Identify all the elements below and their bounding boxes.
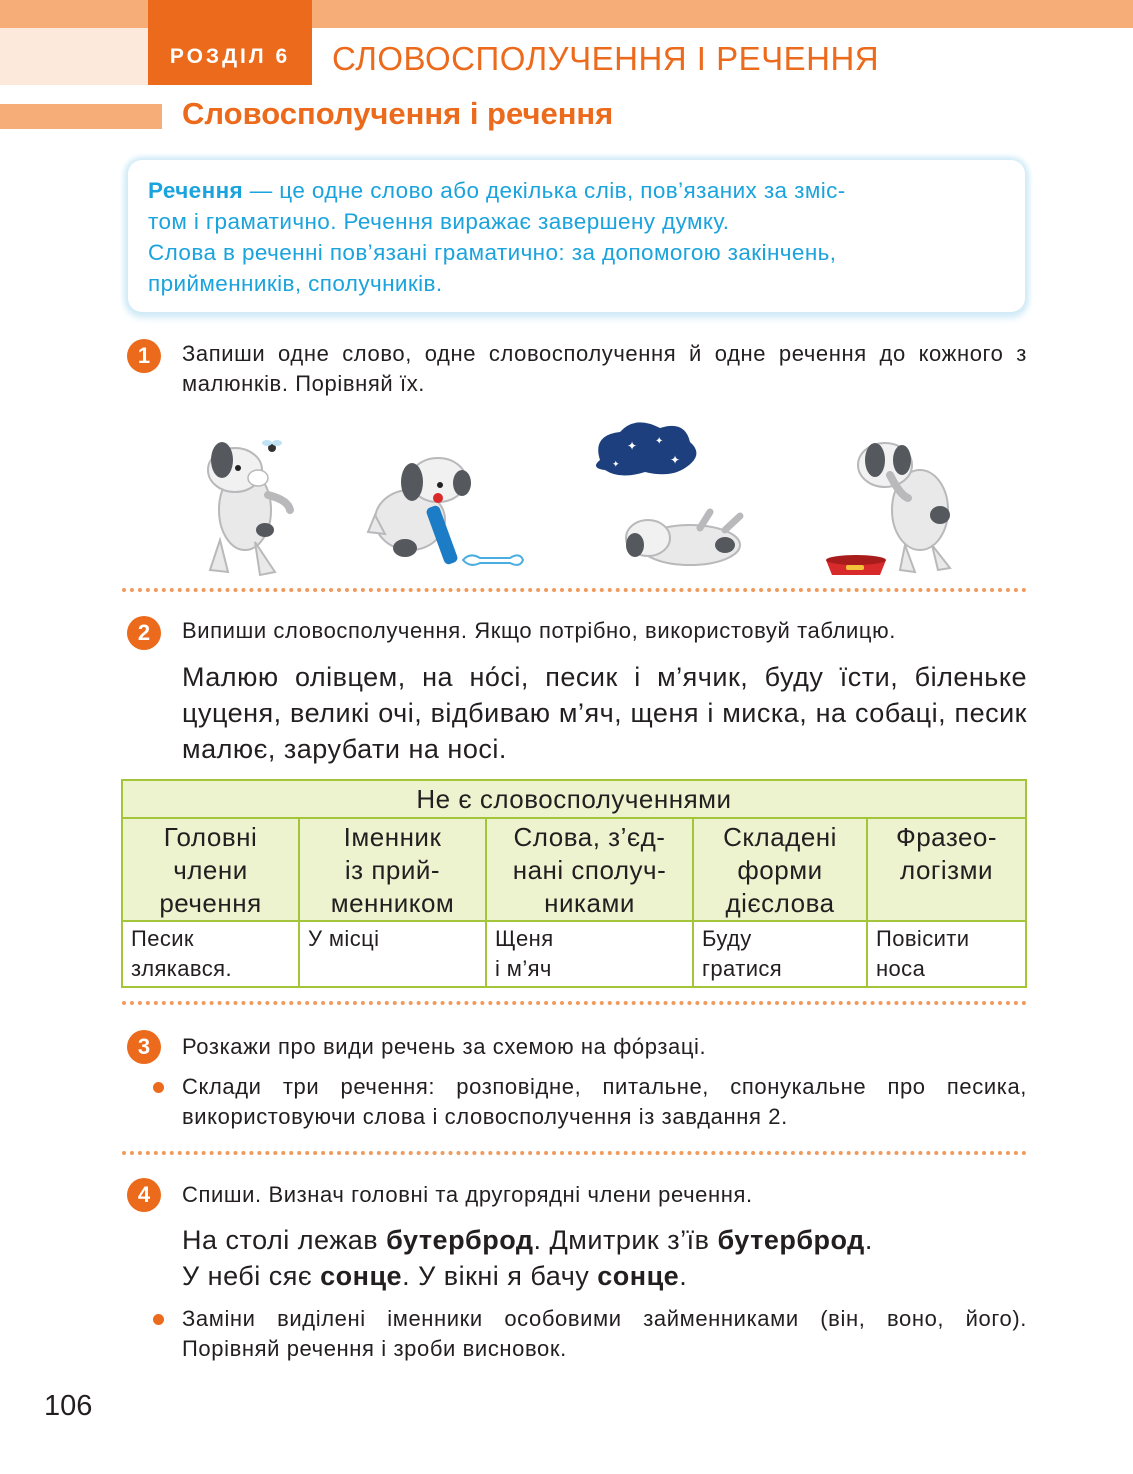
- table-cell: Буду гратися: [693, 921, 867, 987]
- svg-text:✦: ✦: [655, 436, 664, 447]
- dog-drawing-illustration: [368, 458, 523, 566]
- task-3-text: Розкажи про види речень за схемою на фо́рзаці.: [182, 1034, 707, 1059]
- task-1-badge: 1: [127, 339, 161, 373]
- sleeping-dog-illustration: [596, 422, 740, 565]
- table-header-2: Іменник із прий- менником: [299, 818, 486, 921]
- highlighted-noun: сонце: [320, 1261, 403, 1291]
- section-divider: [122, 588, 1027, 592]
- task-3-badge: 3: [127, 1030, 161, 1064]
- rule-line-3: Слова в реченні пов’язані граматично: за допомогою закінчень,: [148, 240, 837, 265]
- header-left-strip: [0, 28, 148, 85]
- lesson-title-bar: [0, 104, 162, 129]
- task-4-badge: 4: [127, 1178, 161, 1212]
- table-header-3: Слова, з’єд- нані сполуч- никами: [486, 818, 693, 921]
- task-4-text: Спиши. Визнач головні та другорядні члени речення.: [182, 1182, 753, 1207]
- bullet-marker: [153, 1082, 164, 1093]
- rule-line-4: прийменників, сполучників.: [148, 271, 443, 296]
- dog-with-fly-illustration: [208, 440, 290, 575]
- table-cell: Повісити носа: [867, 921, 1026, 987]
- rule-term: Речення: [148, 178, 244, 203]
- table-header-4: Складені форми дієслова: [693, 818, 867, 921]
- task-4-bullet-text: Заміни виділені іменники особовими займенниками (він, воно, його). Порівняй речення і зроби висновок.: [182, 1306, 1027, 1361]
- table-cell: Щеня і м’яч: [486, 921, 693, 987]
- svg-text:✦: ✦: [612, 460, 620, 470]
- table-header-1: Головні члени речення: [122, 818, 299, 921]
- task-4-sentences: [182, 1222, 1027, 1294]
- task-4-sentence-line-2: У небі сяє сонце. У вікні я бачу сонце.: [182, 1261, 688, 1291]
- task-3-bullet-text: Склади три речення: розповідне, питальне, спонукальне про песика, використовуючи слова і словосполучення із завдання 2.: [182, 1074, 1027, 1129]
- chapter-title: СЛОВОСПОЛУЧЕННЯ І РЕЧЕННЯ: [332, 40, 880, 77]
- highlighted-noun: сонце: [597, 1261, 680, 1291]
- rule-line-1: Речення — це одне слово або декілька слів, пов’язаних за зміс-: [148, 178, 846, 203]
- table-cell: Песик злякався.: [122, 921, 299, 987]
- highlighted-noun: бутерброд: [386, 1225, 534, 1255]
- svg-text:✦: ✦: [627, 439, 638, 453]
- lesson-title: Словосполучення і речення: [182, 96, 614, 131]
- task-2-text: Випиши словосполучення. Якщо потрібно, використовуй таблицю.: [182, 618, 896, 643]
- grammar-table: [121, 779, 1027, 988]
- highlighted-noun: бутерброд: [717, 1225, 865, 1255]
- table-caption: Не є словосполученнями: [122, 780, 1026, 818]
- table-header-5: Фразео- логізми: [867, 818, 1026, 921]
- task-2-badge: 2: [127, 616, 161, 650]
- task-4-sentence-line-1: На столі лежав бутерброд. Дмитрик з’їв бутерброд.: [182, 1225, 873, 1255]
- task-1-text: Запиши одне слово, одне словосполучення й одне речення до кожного з малюнків. Порівняй їх.: [182, 341, 1027, 396]
- table-cell: У місці: [299, 921, 486, 987]
- rule-box: [128, 160, 1025, 312]
- task-2-phrases: Малюю олівцем, на но́сі, песик і м’ячик, буду їсти, біленьке цуценя, великі очі, відбиваю м’яч, щеня і миска, на собаці, песик малює, зарубати на носі.: [182, 662, 1027, 764]
- page-number: 106: [44, 1390, 93, 1422]
- dog-illustrations: [180, 420, 1030, 585]
- section-divider: [122, 1151, 1027, 1155]
- chapter-label: РОЗДІЛ 6: [148, 0, 312, 85]
- dog-with-bowl-illustration: [826, 443, 950, 575]
- rule-line-2: том і граматично. Речення виражає завершену думку.: [148, 209, 730, 234]
- bullet-marker: [153, 1314, 164, 1325]
- section-divider: [122, 1001, 1027, 1005]
- svg-text:✦: ✦: [670, 453, 681, 467]
